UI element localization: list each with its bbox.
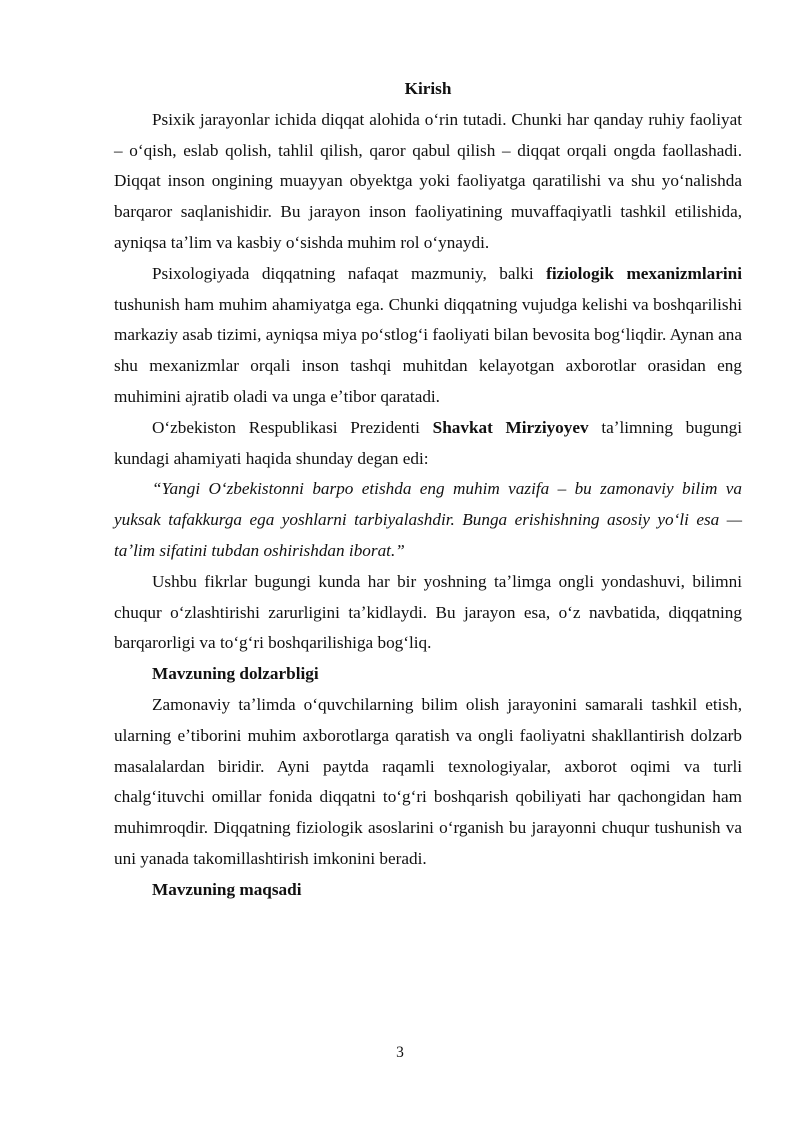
- paragraph-physiology-text-start: Psixologiyada diqqatning nafaqat mazmuniy, balki: [152, 263, 547, 283]
- heading-relevance: Mavzuning dolzarbligi: [152, 664, 319, 684]
- quotation: “Yangi Oʻzbekistonni barpo etishda eng muhim vazifa – bu zamonaviy bilim va yuksak tafakkurga ega yoshlarni tarbiyalashdir. Bunga erishishning asosiy yoʻli esa — taʼlim sifatini tubdan oshirishdan iborat.”: [114, 479, 742, 560]
- document-page: [114, 74, 742, 906]
- paragraph-president: [114, 413, 742, 475]
- paragraph-president-text-end: taʼlimning bugungi kundagi ahamiyati haqida shunday degan edi:: [114, 417, 742, 468]
- paragraph-intro: Psixik jarayonlar ichida diqqat alohida oʻrin tutadi. Chunki har qanday ruhiy faoliyat – oʻqish, eslab qolish, tahlil qilish, qaror qabul qilish – diqqat orqali ongda faollashadi. Diqqat inson ongining muayyan obyektga yoki faoliyatga qaratilishi va shu yoʻnalishda barqaror saqlanishidir. Bu jarayon inson faoliyatining muvaffaqiyatli tashkil etilishida, ayniqsa taʼlim va kasbiy oʻsishda muhim rol oʻynaydi.: [114, 109, 742, 252]
- bold-name-president: Shavkat Mirziyoyev: [432, 417, 589, 437]
- heading-goal: Mavzuning maqsadi: [152, 879, 302, 899]
- paragraph-relevance: Zamonaviy taʼlimda oʻquvchilarning bilim olish jarayonini samarali tashkil etish, ularning eʼtiborini muhim axborotlarga qaratish va ongli faoliyatni shakllantirish dolzarb masalalardan biridir. Ayni paytda raqamli texnologiyalar, axborot oqimi va turli chalgʻituvchi omillar fonida diqqatni toʻgʻri boshqarish qobiliyati har qachongidan ham muhimroqdir. Diqqatning fiziologik asoslarini oʻrganish bu jarayonni chuqur tushunish va uni yanada takomillashtirish imkonini beradi.: [114, 694, 742, 868]
- section-title: Kirish: [404, 79, 452, 98]
- paragraph-physiology-text-end: tushunish ham muhim ahamiyatga ega. Chunki diqqatning vujudga kelishi va boshqarilishi markaziy asab tizimi, ayniqsa miya poʻstlogʻi faoliyati bilan bevosita bogʻliqdir. Aynan ana shu mexanizmlar orqali inson tashqi muhitdan kelayotgan axborotlar orasidan eng muhimini ajratib oladi va unga eʼtibor qaratadi.: [114, 294, 742, 406]
- bold-phrase-physiological-mechanisms: fiziologik mexanizmlarini: [546, 263, 742, 283]
- paragraph-president-text-start: Oʻzbekiston Respublikasi Prezidenti: [152, 417, 433, 437]
- paragraph-physiology: [114, 259, 742, 413]
- page-number: 3: [396, 1044, 404, 1061]
- paragraph-education: Ushbu fikrlar bugungi kunda har bir yoshning taʼlimga ongli yondashuvi, bilimni chuqur oʻzlashtirishi zarurligini taʼkidlaydi. Bu jarayon esa, oʻz navbatida, diqqatning barqarorligi va toʻgʻri boshqarilishiga bogʻliq.: [114, 571, 742, 653]
